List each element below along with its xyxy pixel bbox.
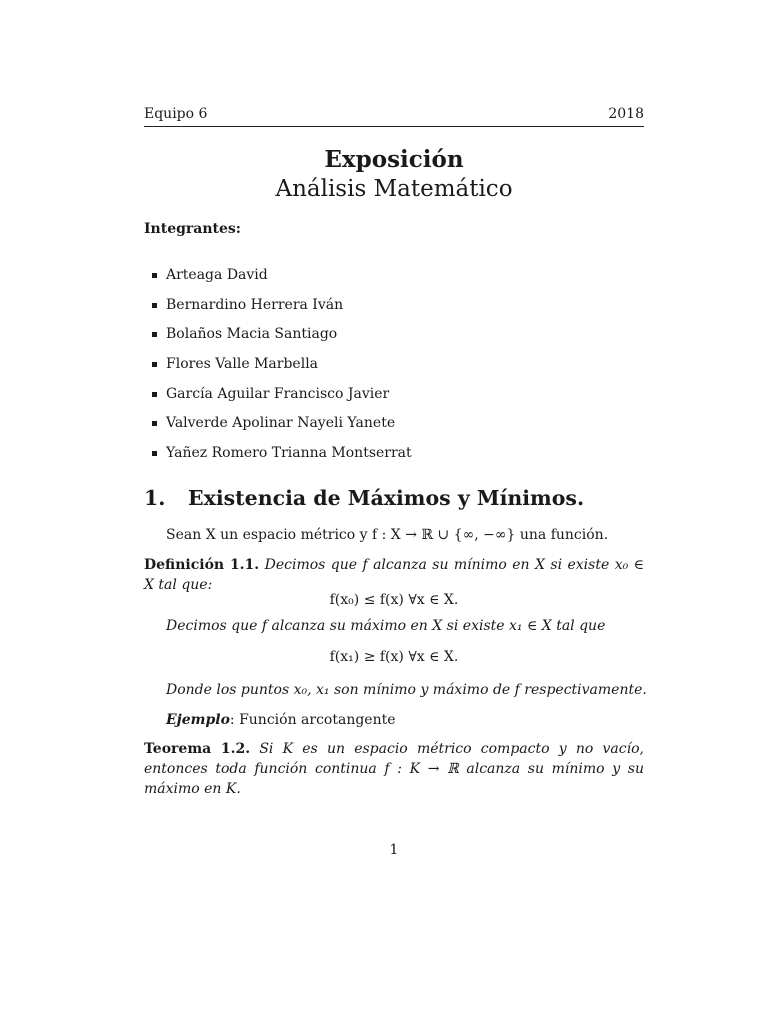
member-item: Yañez Romero Trianna Montserrat: [166, 445, 412, 461]
bullet-icon: [152, 451, 157, 456]
header-year: 2018: [608, 106, 644, 122]
member-item: Bolaños Macia Santiago: [166, 326, 337, 342]
definition-max-text: Decimos que f alcanza su máximo en X si existe x₁ ∈ X tal que: [166, 618, 606, 634]
document-page: [144, 0, 647, 1024]
example-text: : Función arcotangente: [229, 712, 396, 728]
header-team: Equipo 6: [144, 106, 208, 122]
page-number: 1: [389, 842, 399, 858]
definition-points-text: Donde los puntos x₀, x₁ son mínimo y máximo de f respectivamente.: [166, 682, 647, 698]
theorem-text: Si K es un espacio métrico compacto y no vacío, entonces toda función continua f : K → ℝ alcanza su mínimo y su máximo en K.: [144, 741, 644, 797]
bullet-icon: [152, 392, 157, 397]
definition-text: Decimos que f alcanza su mínimo en X si existe x₀ ∈ X tal que:: [144, 557, 644, 593]
document-title: Exposición: [324, 146, 464, 173]
member-item: Valverde Apolinar Nayeli Yanete: [166, 415, 395, 431]
running-header: [144, 106, 644, 127]
section-title: Existencia de Máximos y Mínimos.: [188, 486, 585, 510]
member-item: Bernardino Herrera Iván: [166, 297, 343, 313]
document-subtitle: Análisis Matemático: [275, 176, 513, 202]
member-item: Arteaga David: [166, 267, 268, 283]
theorem-label: Teorema 1.2.: [144, 741, 251, 757]
section-heading: [144, 486, 584, 510]
intro-paragraph: Sean X un espacio métrico y f : X → ℝ ∪ {∞, −∞} una función.: [166, 527, 609, 543]
definition-block: [144, 555, 644, 595]
bullet-icon: [152, 303, 157, 308]
theorem-block: [144, 739, 644, 799]
section-number: 1.: [144, 486, 166, 510]
equation-min: f(x₀) ≤ f(x) ∀x ∈ X.: [329, 592, 459, 608]
members-label: Integrantes:: [144, 221, 241, 237]
bullet-icon: [152, 273, 157, 278]
bullet-icon: [152, 362, 157, 367]
bullet-icon: [152, 421, 157, 426]
example-line: [166, 710, 396, 730]
equation-max: f(x₁) ≥ f(x) ∀x ∈ X.: [329, 649, 459, 665]
example-label: Ejemplo: [166, 712, 230, 728]
member-item: García Aguilar Francisco Javier: [166, 386, 389, 402]
bullet-icon: [152, 332, 157, 337]
definition-label: Definición 1.1.: [144, 557, 260, 573]
member-item: Flores Valle Marbella: [166, 356, 318, 372]
